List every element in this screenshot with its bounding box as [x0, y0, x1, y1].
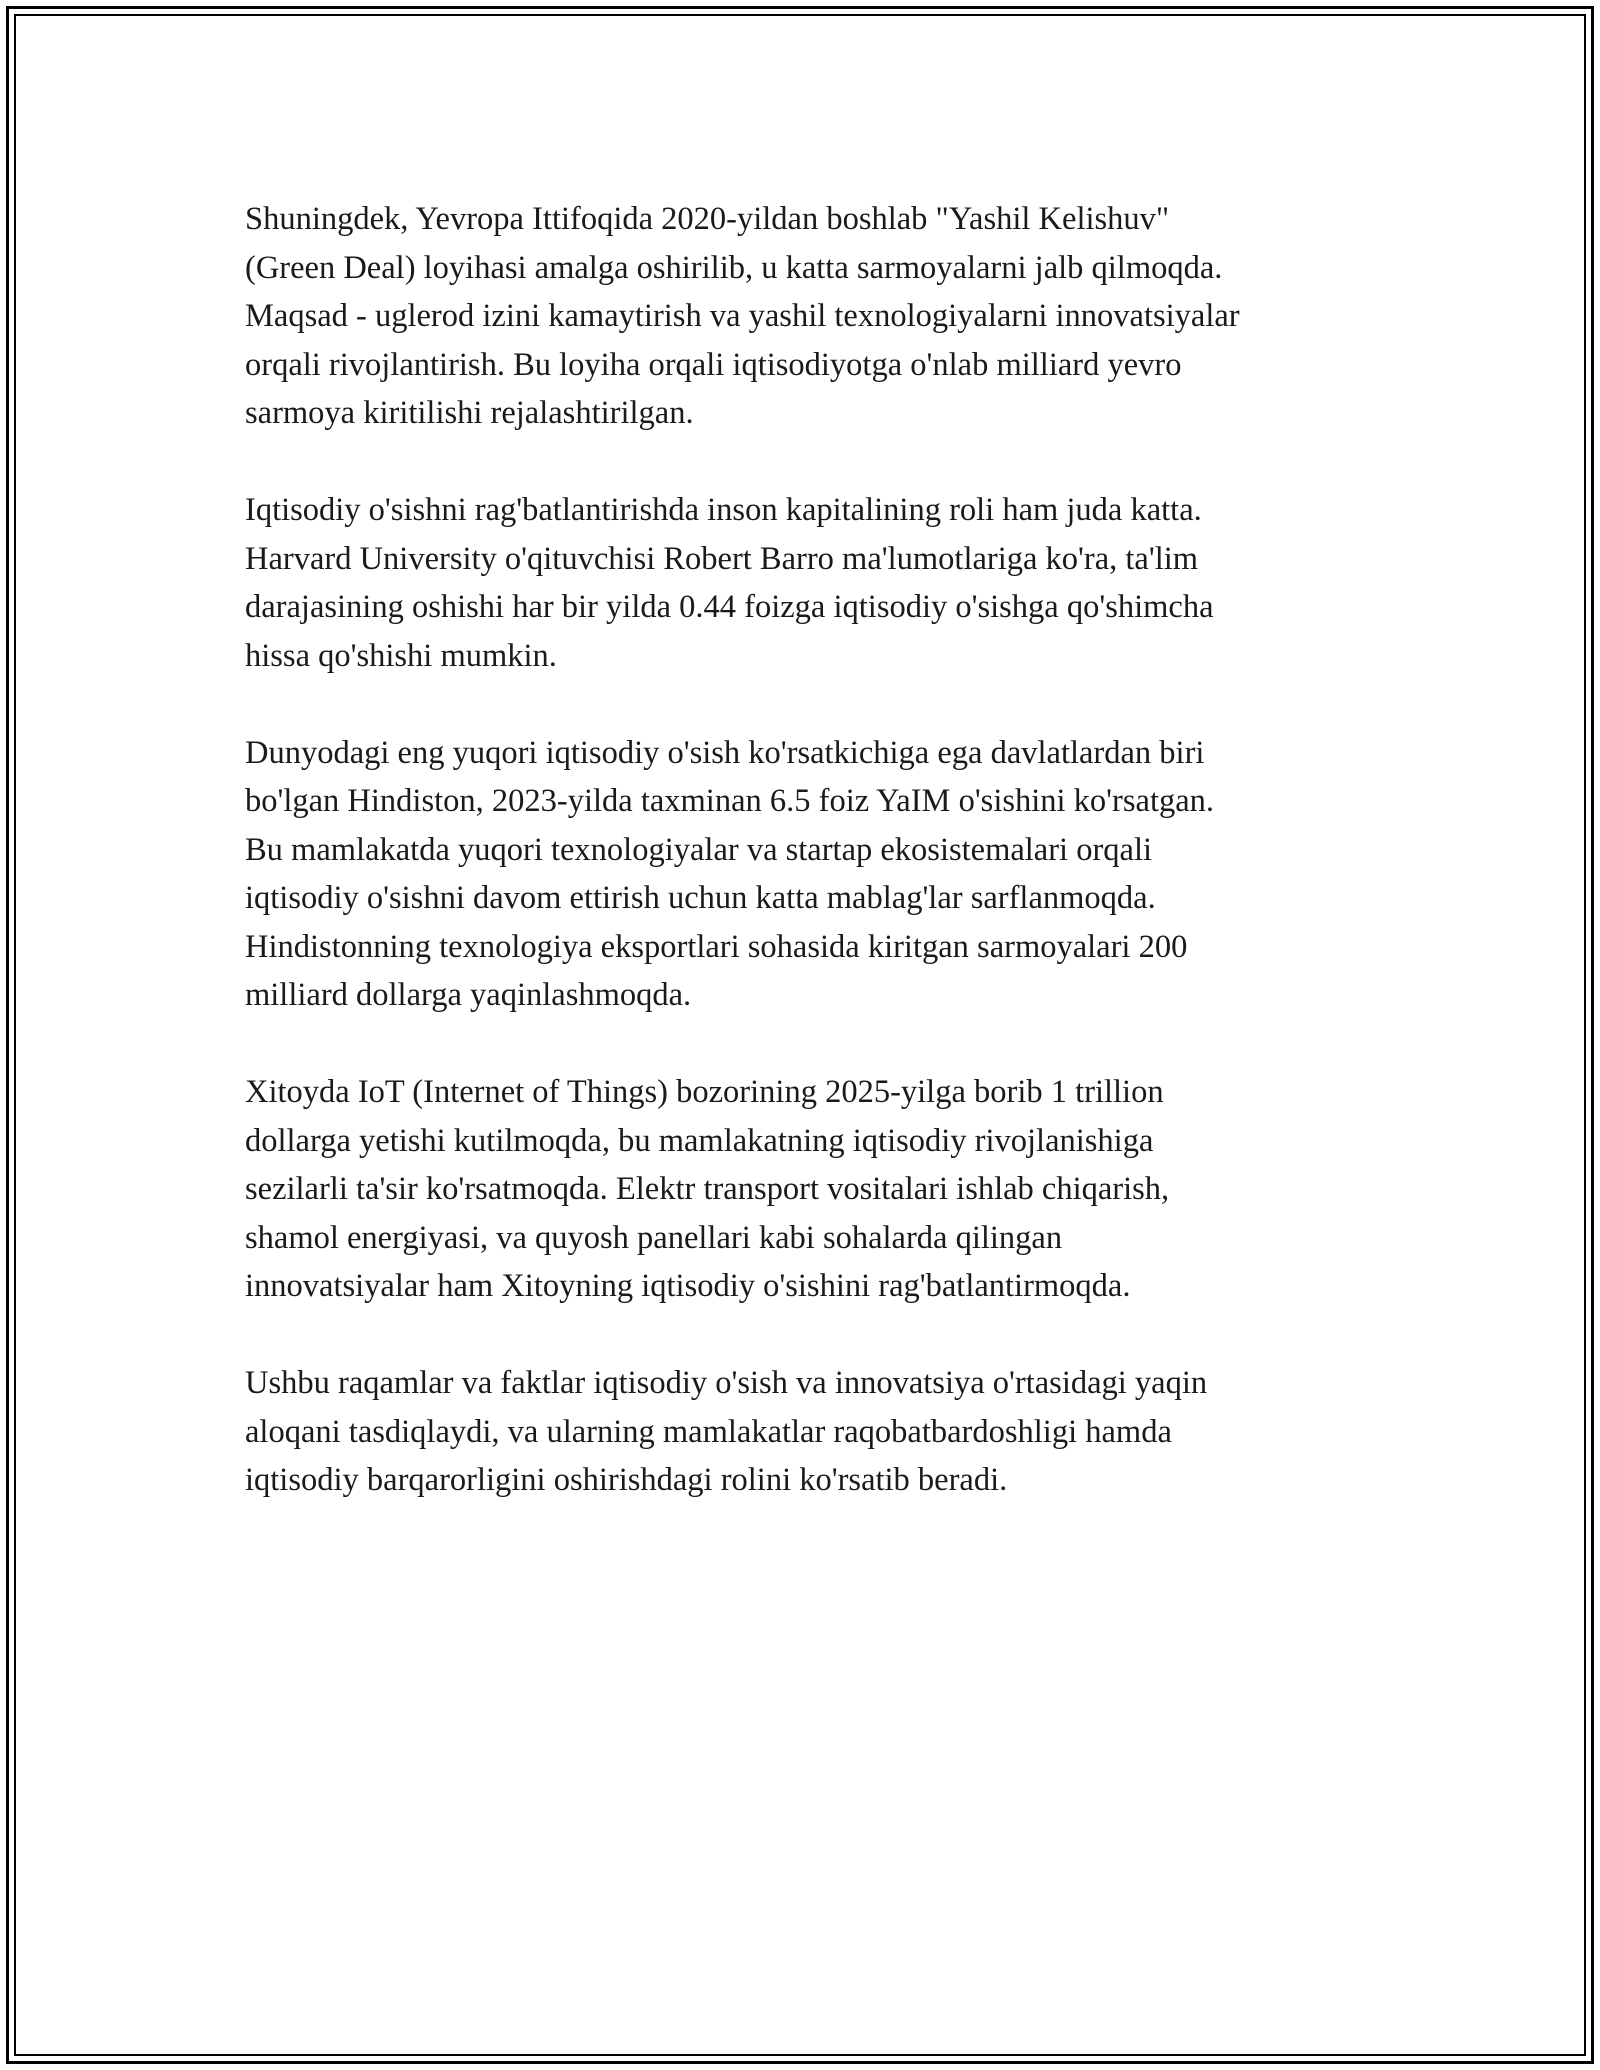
paragraph-human-capital [245, 486, 1385, 680]
paragraph-green-deal [245, 195, 1385, 438]
text-line: Dunyodagi eng yuqori iqtisodiy o'sish ko'rsatkichiga ega davlatlardan biri [245, 734, 1205, 771]
text-line: shamol energiyasi, va quyosh panellari kabi sohalarda qilingan [245, 1219, 1063, 1256]
text-line: aloqani tasdiqlaydi, va ularning mamlakatlar raqobatbardoshligi hamda [245, 1413, 1172, 1450]
text-line: Maqsad - uglerod izini kamaytirish va yashil texnologiyalarni innovatsiyalar [245, 298, 1240, 334]
text-line: iqtisodiy barqarorligini oshirishdagi rolini ko'rsatib beradi. [245, 1462, 1008, 1498]
text-line: bo'lgan Hindiston, 2023-yilda taxminan 6.5 foiz YaIM o'sishini ko'rsatgan. [245, 783, 1215, 819]
text-line: sarmoya kiritilishi rejalashtirilgan. [245, 395, 694, 431]
text-line: Shuningdek, Yevropa Ittifoqida 2020-yildan boshlab "Yashil Kelishuv" [245, 201, 1170, 237]
paragraph-china [245, 1068, 1385, 1311]
paragraph-conclusion [245, 1359, 1385, 1505]
text-line: Harvard University o'qituvchisi Robert Barro ma'lumotlariga ko'ra, ta'lim [245, 540, 1199, 577]
text-line: Ushbu raqamlar va faktlar iqtisodiy o'sish va innovatsiya o'rtasidagi yaqin [245, 1365, 1208, 1401]
text-line: Xitoyda IoT (Internet of Things) bozorining 2025-yilga borib 1 trillion [245, 1074, 1164, 1110]
text-line: (Green Deal) loyihasi amalga oshirilib, u katta sarmoyalarni jalb qilmoqda. [245, 249, 1223, 286]
text-line: Hindistonning texnologiya eksportlari sohasida kiritgan sarmoyalari 200 [245, 928, 1188, 965]
text-line: Bu mamlakatda yuqori texnologiyalar va startap ekosistemalari orqali [245, 831, 1153, 868]
text-line: sezilarli ta'sir ko'rsatmoqda. Elektr transport vositalari ishlab chiqarish, [245, 1171, 1170, 1207]
text-line: milliard dollarga yaqinlashmoqda. [245, 977, 692, 1013]
text-line: hissa qo'shishi mumkin. [245, 637, 557, 674]
page-frame [6, 6, 1594, 2064]
text-line: darajasining oshishi har bir yilda 0.44 foizga iqtisodiy o'sishga qo'shimcha [245, 589, 1214, 625]
text-line: Iqtisodiy o'sishni rag'batlantirishda inson kapitalining roli ham juda katta. [245, 492, 1202, 528]
text-line: innovatsiyalar ham Xitoyning iqtisodiy o'sishini rag'batlantirmoqda. [245, 1268, 1131, 1304]
text-line: dollarga yetishi kutilmoqda, bu mamlakatning iqtisodiy rivojlanishiga [245, 1122, 1154, 1159]
document-body [245, 195, 1385, 1553]
text-line: iqtisodiy o'sishni davom ettirish uchun katta mablag'lar sarflanmoqda. [245, 880, 1156, 916]
text-line: orqali rivojlantirish. Bu loyiha orqali iqtisodiyotga o'nlab milliard yevro [245, 346, 1182, 383]
paragraph-india [245, 729, 1385, 1020]
